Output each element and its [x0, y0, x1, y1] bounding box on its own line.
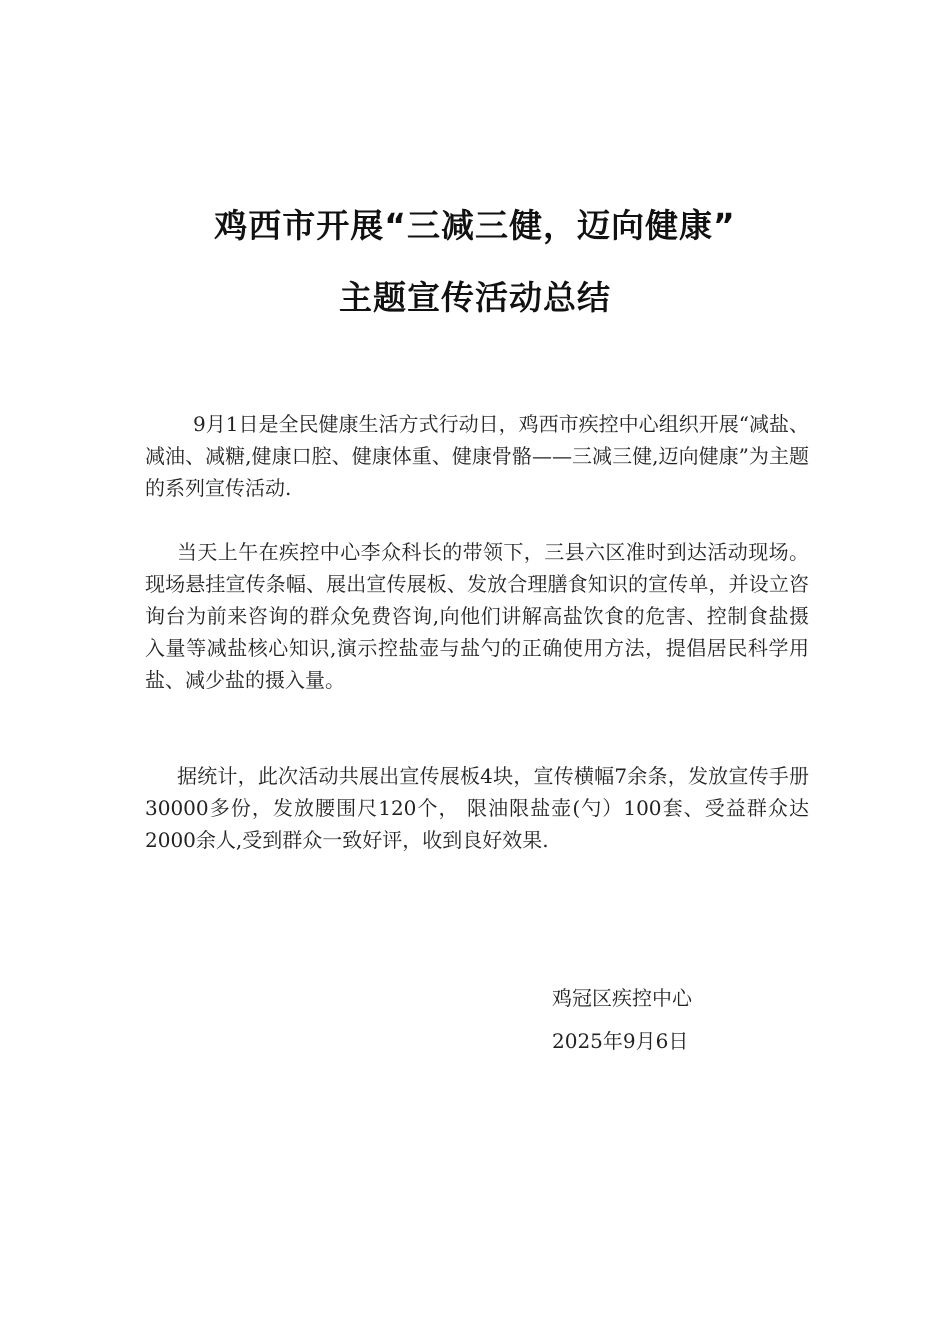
signature-organization: 鸡冠区疾控中心: [552, 986, 692, 1010]
body-paragraph-1: 9月1日是全民健康生活方式行动日，鸡西市疾控中心组织开展“减盐、减油、减糖,健康口腔、健康体重、健康骨骼——三减三健,迈向健康”为主题的系列宣传活动.: [145, 412, 809, 500]
body-paragraph-3: 据统计，此次活动共展出宣传展板4块，宣传横幅7余条，发放宣传手册30000多份，发放腰围尺120个， 限油限盐壶(勺）100套、受益群众达2000余人,受到群众一致好评，收到良好效果.: [145, 764, 809, 852]
document-title-line-2: 主题宣传活动总结: [339, 278, 611, 317]
signature-date: 2025年9月6日: [552, 1029, 689, 1053]
body-paragraph-2: 当天上午在疾控中心李众科长的带领下，三县六区准时到达活动现场。现场悬挂宣传条幅、展出宣传展板、发放合理膳食知识的宣传单，并设立咨询台为前来咨询的群众免费咨询,向他们讲解高盐饮食的危害、控制食盐摄入量等减盐核心知识,演示控盐壶与盐勺的正确使用方法，提倡居民科学用盐、减少盐的摄入量。: [145, 540, 809, 692]
document-title-line-1: 鸡西市开展“三减三健，迈向健康”: [214, 206, 736, 245]
